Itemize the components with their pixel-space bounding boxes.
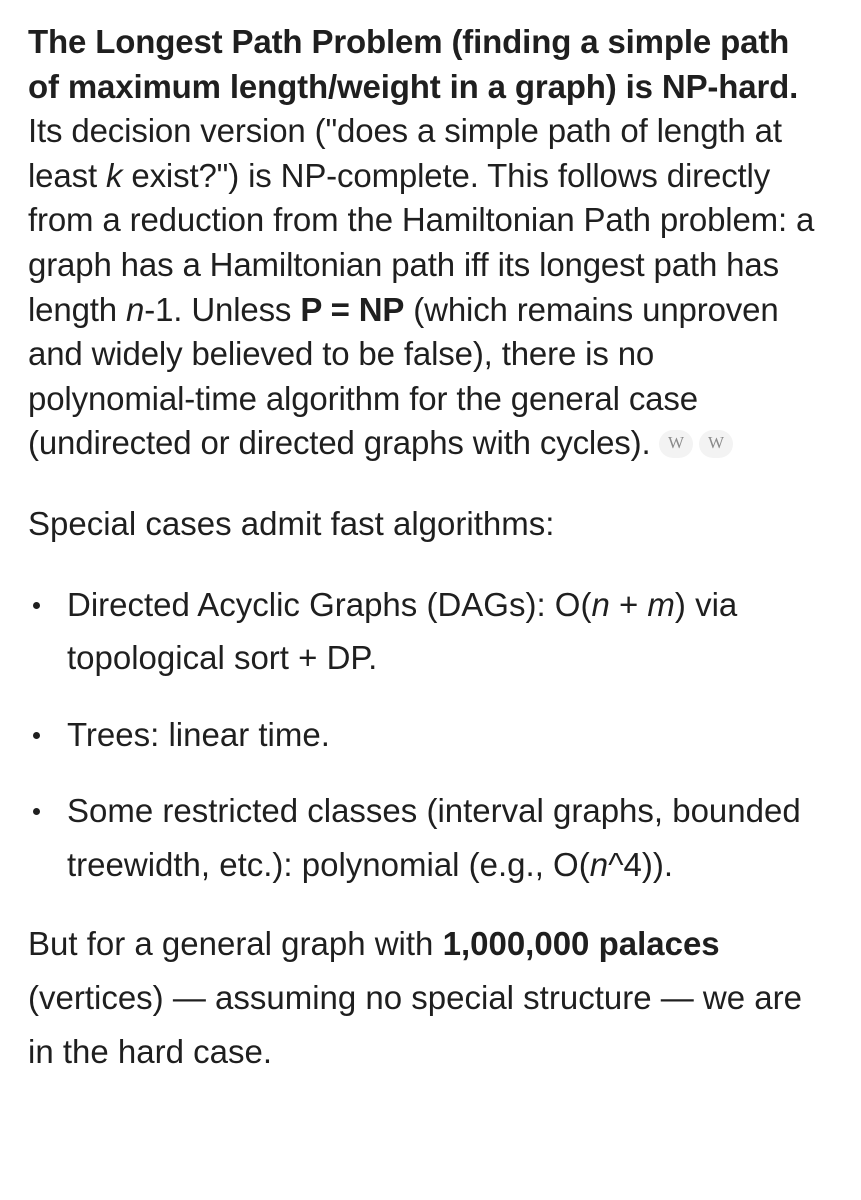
dag-lead: Directed Acyclic Graphs (DAGs): O( (67, 585, 592, 623)
conclusion-text-2: (vertices) — assuming no special structure — we are in the hard case. (28, 979, 802, 1071)
list-item-restricted-classes (28, 784, 827, 891)
wikipedia-source-icon[interactable]: W (699, 430, 733, 458)
intro-text-1: Its decision version ("does a simple path of length at least (28, 112, 782, 194)
restricted-lead: Some restricted classes (interval graphs, bounded treewidth, etc.): polynomial (e.g., O( (67, 792, 801, 883)
p-equals-np: P = NP (300, 290, 405, 328)
plus-sign: + (609, 585, 648, 623)
intro-paragraph (28, 20, 827, 466)
special-cases-list (28, 578, 827, 892)
variable-k: k (105, 156, 123, 194)
source-chips (659, 430, 733, 458)
list-item-trees (28, 708, 827, 762)
variable-n: n (126, 290, 145, 328)
intro-text-2: exist?") is NP-complete. This follows directly from a reduction from the Hamiltonian Path problem: a graph has a Hamiltonian path iff its longest path has length (28, 156, 815, 328)
conclusion-bold: 1,000,000 palaces (442, 925, 720, 963)
trees-text: Trees: linear time. (67, 715, 330, 753)
intro-text-3: -1. Unless (144, 290, 301, 328)
variable-n: n (589, 845, 609, 883)
list-item-dag (28, 578, 827, 685)
special-cases-heading: Special cases admit fast algorithms: (28, 504, 555, 542)
intro-bold-lead: The Longest Path Problem (finding a simple path of maximum length/weight in a graph) is NP-hard. (28, 23, 799, 105)
dag-tail: ) via topological sort + DP. (67, 585, 738, 677)
restricted-tail: ^4)). (608, 845, 674, 883)
conclusion-text-1: But for a general graph with (28, 925, 443, 963)
variable-n: n (591, 585, 610, 623)
conclusion-paragraph (28, 917, 827, 1079)
wikipedia-source-icon[interactable]: W (659, 430, 693, 458)
variable-m: m (647, 585, 675, 623)
intro-text-4: (which remains unproven and widely believed to be false), there is no polynomial-time algorithm for the general case (undirected or directed graphs with cycles). (28, 290, 779, 462)
